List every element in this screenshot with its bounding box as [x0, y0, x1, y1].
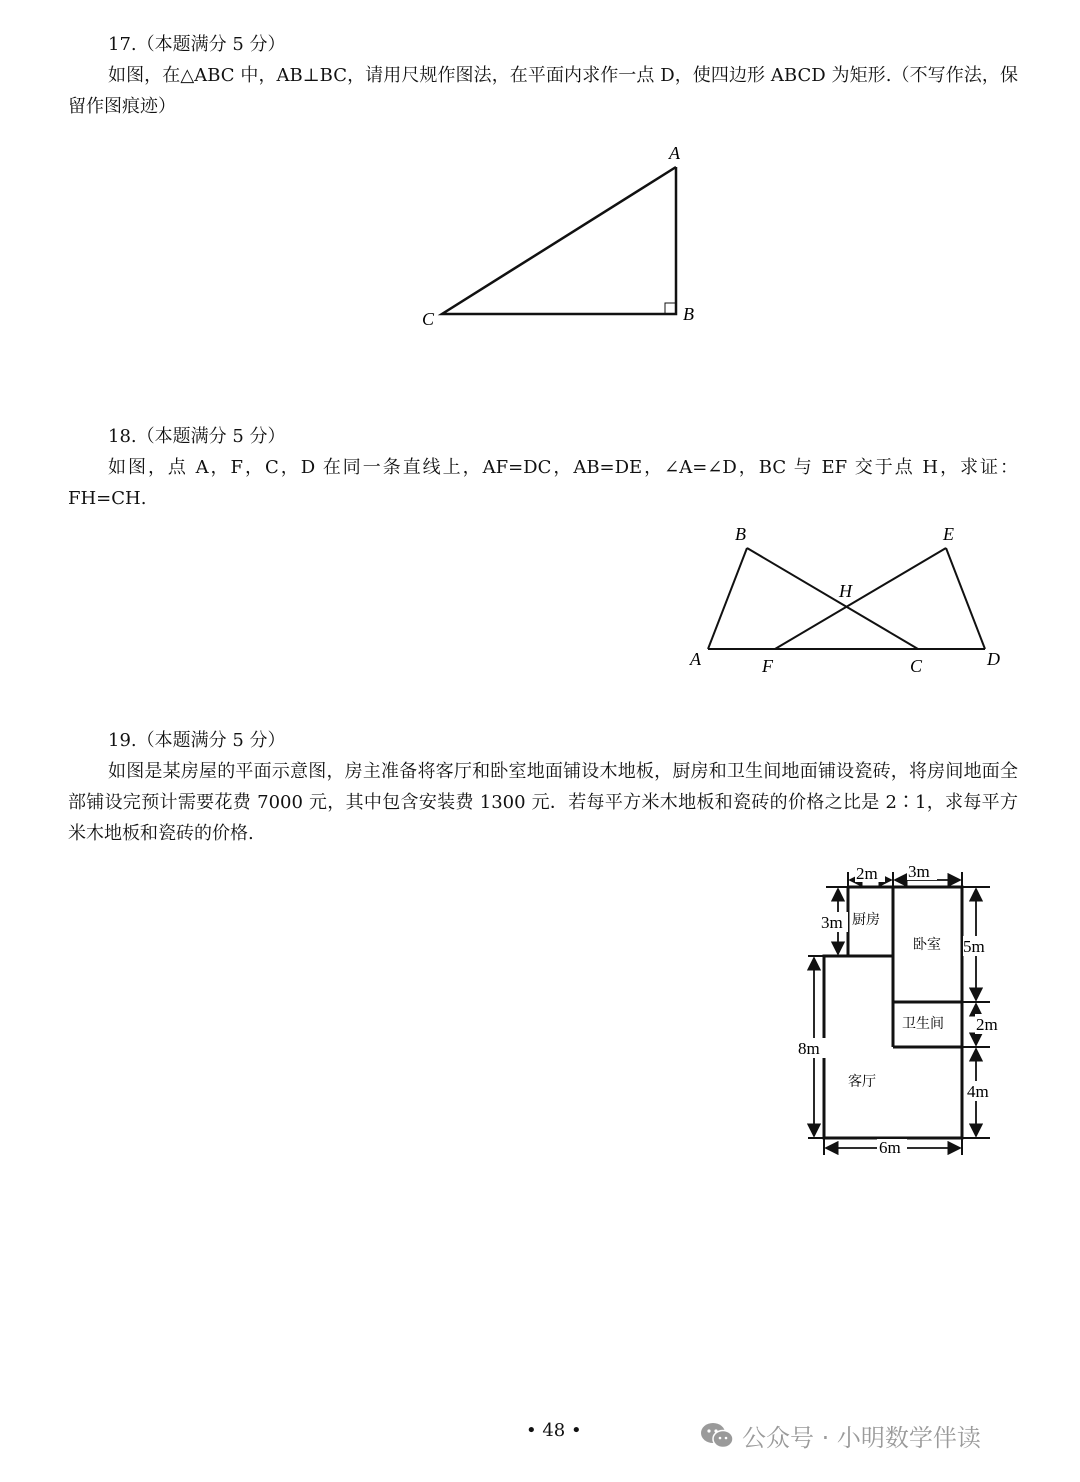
triangle-abc — [442, 167, 676, 314]
dim-right-mid: 2m — [976, 1015, 998, 1034]
dim-right-top: 5m — [963, 937, 985, 956]
question-18-header: 18.（本题满分 5 分） — [108, 426, 286, 447]
figure-17-triangle — [0, 0, 1080, 360]
dim-bottom: 6m — [879, 1138, 901, 1157]
room-kitchen: 厨房 — [852, 912, 880, 928]
point-label-c: C — [910, 656, 923, 676]
point-label-d: D — [987, 649, 1000, 669]
dim-top-left: 2m — [856, 864, 878, 883]
room-bedroom: 卧室 — [913, 937, 941, 953]
point-label-a: A — [669, 143, 680, 163]
point-label-b: B — [683, 304, 694, 324]
point-label-b: B — [735, 524, 746, 544]
room-living: 客厅 — [848, 1074, 876, 1090]
segment-ed — [946, 548, 985, 649]
question-19-body: 如图是某房屋的平面示意图，房主准备将客厅和卧室地面铺设木地板，厨房和卫生间地面铺设瓷砖，将房间地面全部铺设完预计需要花费 7000 元，其中包含安装费 1300 元．若每平方米木地板和瓷砖的价格之比是 2∶1，求每平方米木地板和瓷砖的价格. — [68, 761, 1018, 844]
dim-right-bottom: 4m — [967, 1082, 989, 1101]
question-19-header: 19.（本题满分 5 分） — [108, 730, 286, 751]
question-18-body: 如图，点 A，F，C，D 在同一条直线上，AF=DC，AB=DE，∠A=∠D，BC 与 EF 交于点 H，求证：FH=CH. — [68, 457, 1018, 509]
question-17-body: 如图，在△ABC 中，AB⊥BC，请用尺规作图法，在平面内求作一点 D，使四边形 ABCD 为矩形.（不写作法，保留作图痕迹） — [68, 65, 1018, 117]
point-label-h: H — [839, 581, 852, 601]
wechat-icon — [700, 1422, 734, 1450]
dim-left-upper: 3m — [821, 913, 843, 932]
question-17-header: 17.（本题满分 5 分） — [108, 34, 286, 55]
point-label-e: E — [943, 524, 954, 544]
segment-ab — [708, 548, 747, 649]
right-angle-mark — [665, 303, 676, 314]
dim-label-backgrounds — [797, 862, 1005, 1157]
room-bathroom: 卫生间 — [902, 1016, 944, 1032]
segment-bc — [747, 548, 918, 649]
page-number: • 48 • — [526, 1420, 582, 1441]
point-label-f: F — [762, 656, 773, 676]
segment-fe — [775, 548, 946, 649]
dim-left-lower: 8m — [798, 1039, 820, 1058]
point-label-c: C — [422, 309, 435, 329]
dim-top-right: 3m — [908, 862, 930, 881]
figure-18-triangles — [0, 500, 1080, 690]
watermark — [700, 1418, 981, 1453]
point-label-a: A — [690, 649, 701, 669]
question-19 — [68, 726, 1018, 849]
figure-19-floor-plan — [0, 850, 1080, 1170]
watermark-text: 公众号 · 小明数学伴读 — [742, 1424, 981, 1452]
